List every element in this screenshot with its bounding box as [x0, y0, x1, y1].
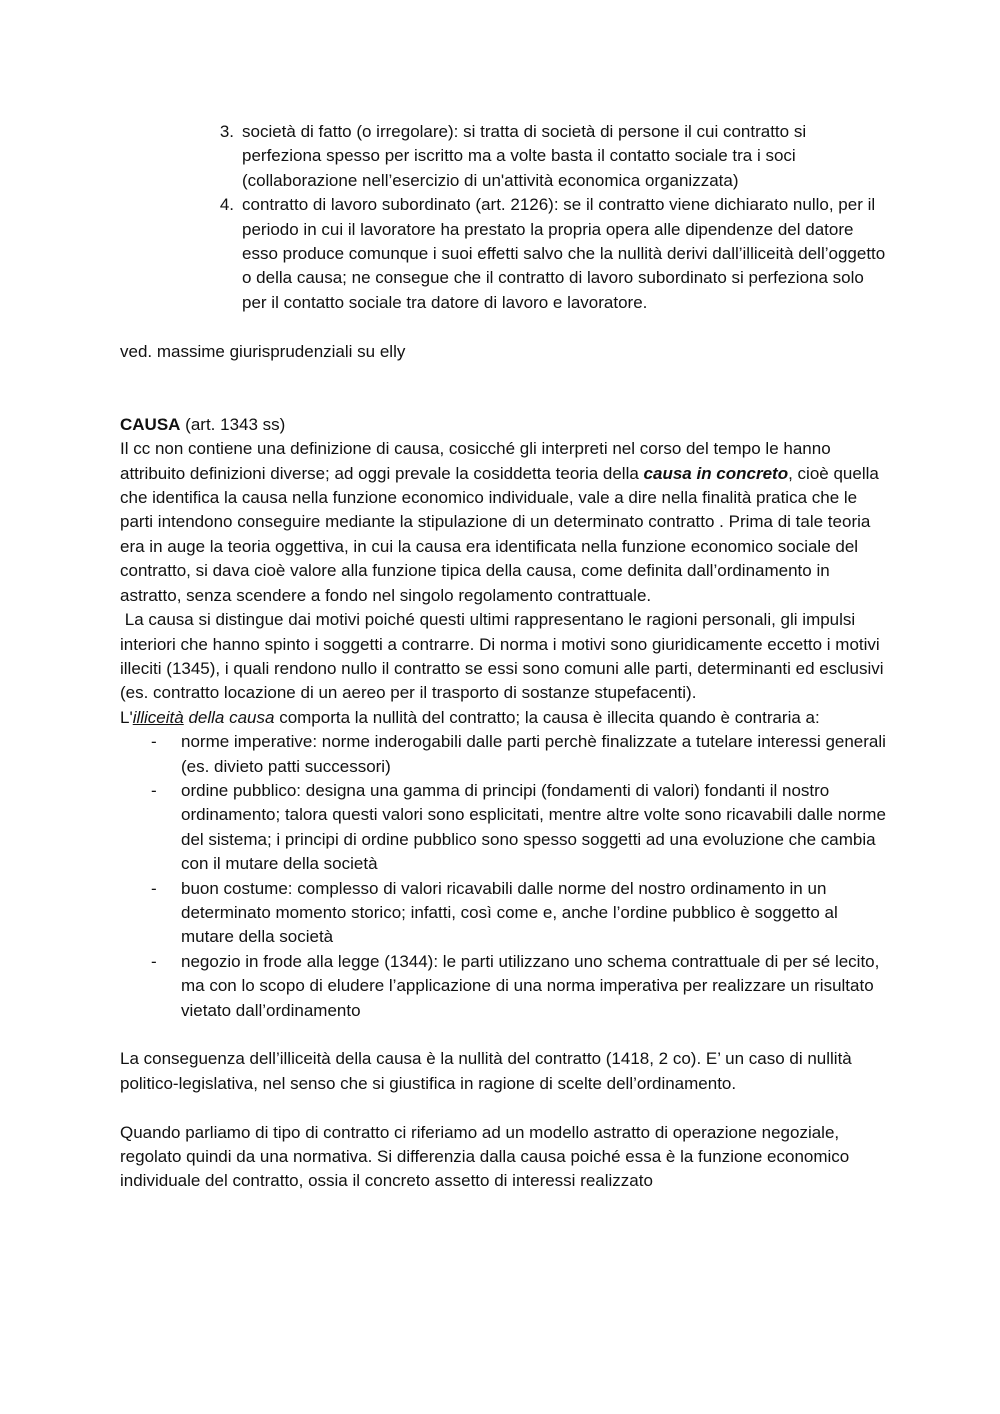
spacer	[120, 1023, 890, 1047]
list-item-text: società di fatto (o irregolare): si tratta di società di persone il cui contratto si perfeziona spesso per iscritto ma a volte basta il contatto sociale tra i soci (collaborazione nell’esercizio di un'attività economica organizzata)	[242, 122, 807, 190]
list-item	[151, 950, 890, 1023]
motivi-paragraph: La causa si distingue dai motivi poiché questi ultimi rappresentano le ragioni personali, gli impulsi interiori che hanno spinto i soggetti a contrarre. Di norma i motivi sono giuridicamente eccetto i motivi illeciti (1345), i quali rendono nullo il contratto se essi sono comuni alle parti, determinanti ed esclusivi (es. contratto locazione di un aereo per il trasporto di sostanze stupefacenti).	[120, 610, 889, 703]
text-run: Il cc non contiene una definizione di causa, cosicché gli interpreti nel corso del tempo le hanno attribuito definizioni diverse; ad oggi prevale la cosiddetta teoria della	[120, 439, 831, 483]
conseguenza-paragraph: La conseguenza dell’illiceità della causa è la nullità del contratto (1418, 2 co). E’ un caso di nullità politico-legislativa, nel senso che si giustifica in ragione di scelte dell’ordinamento.	[120, 1049, 852, 1093]
list-item	[151, 730, 890, 779]
text-run: L'	[120, 707, 133, 727]
definition-paragraph	[120, 437, 890, 608]
italic-term: della causa	[183, 707, 275, 727]
document-page	[120, 120, 890, 1194]
list-marker: -	[151, 951, 157, 971]
emphasis-term: causa in concreto	[643, 463, 789, 483]
list-item-text: negozio in frode alla legge (1344): le parti utilizzano uno schema contrattuale di per sé lecito, ma con lo scopo di eludere l’applicazione di una norma imperativa per realizzare un risultato vietato dall’ordinamento	[181, 951, 880, 1020]
list-item-text: ordine pubblico: designa una gamma di principi (fondamenti di valori) fondanti il nostro ordinamento; talora questi valori sono esplicitati, mentre altre volte sono ricavabili dalle norme del sistema; i principi di ordine pubblico sono spesso soggetti ad una evoluzione che cambia con il mutare della società	[181, 780, 886, 874]
text-run: comporta la nullità del contratto; la causa è illecita quando è contraria a:	[274, 707, 820, 727]
list-item-text: norme imperative: norme inderogabili dalle parti perchè finalizzate a tutelare interessi generali (es. divieto patti successori)	[181, 732, 886, 776]
tipo-paragraph: Quando parliamo di tipo di contratto ci riferiamo ad un modello astratto di operazione negoziale, regolato quindi da una normativa. Si differenzia dalla causa poiché essa è la funzione economico individuale del contratto, ossia il concreto assetto di interessi realizzato	[120, 1122, 850, 1191]
list-item	[219, 120, 890, 193]
note-paragraph: ved. massime giurisprudenziali su elly	[120, 341, 406, 361]
illiceita-paragraph	[120, 706, 890, 730]
list-item-text: buon costume: complesso di valori ricavabili dalle norme del nostro ordinamento in un determinato momento storico; infatti, così come e, anche l’ordine pubblico è soggetto al mutare della società	[181, 878, 838, 947]
heading-ref: (art. 1343 ss)	[180, 414, 286, 434]
list-marker: 3.	[219, 122, 234, 141]
list-item	[151, 779, 890, 877]
heading-title: CAUSA	[120, 414, 181, 434]
list-marker: -	[151, 780, 157, 800]
text-run: , cioè quella che identifica la causa nella funzione economico individuale, vale a dire nella finalità pratica che le parti intendono conseguire mediante la stipulazione di un determinato contratto . Prima di tale teoria era in auge la teoria oggettiva, in cui la causa era identificata nella funzione economico sociale del contratto, si dava cioè valore alla funzione tipica della causa, come definita dall’ordinamento in astratto, senza scendere a fondo nel singolo regolamento contrattuale.	[120, 463, 879, 605]
list-marker: -	[151, 878, 157, 898]
section-heading	[120, 413, 890, 437]
list-marker: -	[151, 732, 157, 752]
spacer	[120, 315, 890, 339]
dash-list	[120, 730, 890, 1023]
numbered-list	[120, 120, 890, 315]
list-item	[151, 877, 890, 950]
underlined-term: illiceità	[132, 707, 184, 727]
list-marker: 4.	[219, 195, 234, 215]
list-item	[219, 193, 890, 315]
list-item-text: contratto di lavoro subordinato (art. 2126): se il contratto viene dichiarato nullo, per il periodo in cui il lavoratore ha prestato la propria opera alle dipendenze del datore esso produce comunque i suoi effetti salvo che la nullità derivi dall’illiceità dell’oggetto o della causa; ne consegue che il contratto di lavoro subordinato si perfeziona solo per il contatto sociale tra datore di lavoro e lavoratore.	[242, 195, 886, 312]
spacer	[120, 1096, 890, 1120]
spacer	[120, 364, 890, 413]
